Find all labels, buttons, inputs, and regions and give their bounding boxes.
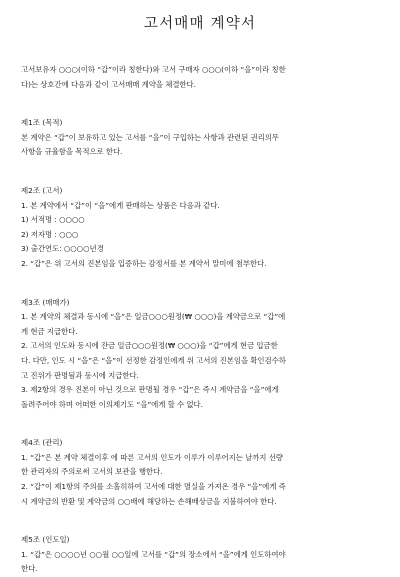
article-line: 3. 제2항의 경우 진본이 아닌 것으로 판명될 경우 “갑”은 즉시 계약금을 “을”에게 (21, 385, 279, 395)
article-line: 돌려주어야 하며 어떠한 이의제기도 “을”에게 할 수 없다. (21, 399, 203, 409)
article-line: 1. 본 계약의 체결과 동시에 “을”은 일금○○○원정(₩ ○○○)을 계약금으로 “갑”에 (21, 312, 286, 322)
intro-line: 고서보유자 ○○○(이하 “갑”이라 칭한다)와 고서 구매자 ○○○(이하 “을”이라 칭한 (21, 65, 286, 74)
article-line: 사항을 규율함을 목적으로 한다. (21, 147, 123, 157)
article-line: 1) 서적명 : ○○○○ (21, 215, 85, 225)
article-5 (21, 533, 379, 577)
article-1 (21, 116, 379, 160)
intro-paragraph (21, 63, 379, 92)
article-line: 2. “갑”은 위 고서의 진본임을 입증하는 감정서를 본 계약서 말미에 첨부한다. (21, 258, 267, 268)
article-line: 게 현금 지급한다. (21, 326, 78, 336)
article-heading: 제5조 (인도일) (21, 535, 70, 545)
article-line: 한 관리자의 주의로써 고서의 보관을 행한다. (21, 467, 163, 477)
article-line: 1. “갑”은 본 계약 체결이후 에 따른 고서의 인도가 이루가 이루어지는 날까지 선량 (21, 452, 283, 462)
article-line: 2. “갑”이 제1항의 주의를 소홀히하여 고서에 대한 멸실을 가져온 경우 “을”에게 즉 (21, 482, 286, 492)
article-line: 1. 본 계약에서 “갑”이 “을”에게 판매하는 상품은 다음과 같다. (21, 200, 220, 210)
article-line: 고 진위가 판명됨과 동시에 지급한다. (21, 370, 139, 380)
article-line: 1. “갑”은 ○○○○년 ○○월 ○○일에 고서를 “갑”의 장소에서 “을”에게 인도하여야 (21, 549, 286, 559)
article-4 (21, 436, 379, 509)
article-line: 2) 저자명 : ○○○ (21, 229, 79, 239)
article-heading: 제4조 (관리) (21, 438, 63, 448)
article-line: 3) 출간연도: ○○○○년경 (21, 244, 104, 254)
article-line: 시 계약금의 반환 및 계약금의 ○○배에 해당하는 손해배상금을 지불하여야 한다. (21, 496, 277, 506)
article-line: 본 계약은 “갑”이 보유하고 있는 고서를 “을”이 구입하는 사항과 관련된 권리의무 (21, 132, 279, 142)
article-2 (21, 184, 379, 272)
article-heading: 제1조 (목적) (21, 118, 63, 128)
article-line: 한다. (21, 564, 38, 574)
document-title: 고서매매 계약서 (143, 16, 257, 32)
article-heading: 제3조 (매매가) (21, 297, 70, 307)
article-line: 2. 고서의 인도와 동시에 잔금 일금○○○원정(₩ ○○○)을 “갑”에게 현금 입금한 (21, 341, 278, 351)
intro-line: 다)는 상호간에 다음과 같이 고서매매 계약을 체결한다. (21, 79, 196, 89)
article-heading: 제2조 (고서) (21, 185, 63, 195)
article-3 (21, 296, 379, 413)
article-line: 다. 다만, 인도 시 “을”은 “을”이 선정한 감정인에게 위 고서의 진본임을 확인검수하 (21, 355, 286, 365)
